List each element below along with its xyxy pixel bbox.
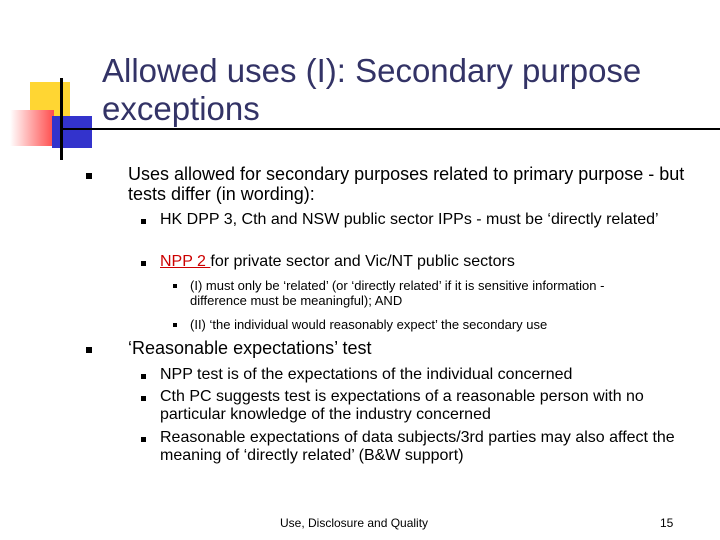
npp2-text: for private sector and Vic/NT public sectors (210, 253, 515, 270)
bullet-reasonable-expect: (II) ‘the individual would reasonably expect’ the secondary use (190, 317, 548, 332)
blue-square-decoration (52, 116, 92, 148)
red-square-decoration (10, 110, 54, 146)
bullet-marker (141, 374, 146, 379)
horizontal-rule (60, 128, 720, 130)
npp2-link[interactable]: NPP 2 (160, 253, 211, 270)
bullet-marker (173, 284, 177, 288)
bullet-marker (141, 219, 146, 224)
bullet-marker (141, 396, 146, 401)
bullet-marker (141, 261, 146, 266)
bullet-reasonable-test: ‘Reasonable expectations’ test (128, 338, 372, 358)
bullet-marker (86, 347, 92, 353)
bullet-hk-dpp3: HK DPP 3, Cth and NSW public sector IPPs - must be ‘directly related’ (160, 211, 659, 228)
vertical-rule (60, 78, 63, 160)
bullet-marker (86, 173, 92, 179)
slide-title: Allowed uses (I): Secondary purpose exceptions (102, 52, 642, 127)
bullet-marker (173, 323, 177, 327)
bullet-marker (141, 437, 146, 442)
page-number: 15 (660, 516, 674, 530)
bullet-related-test: (I) must only be ‘related’ (or ‘directly related’ if it is sensitive information - difference must be meaningful); AND (190, 278, 605, 308)
bullet-uses-allowed: Uses allowed for secondary purposes related to primary purpose - but tests differ (in wording): (128, 164, 685, 204)
slide-footer: Use, Disclosure and Quality (280, 516, 429, 530)
bullet-npp-test: NPP test is of the expectations of the individual concerned (160, 366, 573, 383)
bullet-cth-pc: Cth PC suggests test is expectations of a reasonable person with no particular knowledge of the industry concerned (160, 388, 644, 423)
bullet-npp2 (160, 253, 700, 271)
bullet-data-subjects: Reasonable expectations of data subjects/3rd parties may also affect the meaning of ‘directly related’ (B&W support) (160, 429, 675, 464)
